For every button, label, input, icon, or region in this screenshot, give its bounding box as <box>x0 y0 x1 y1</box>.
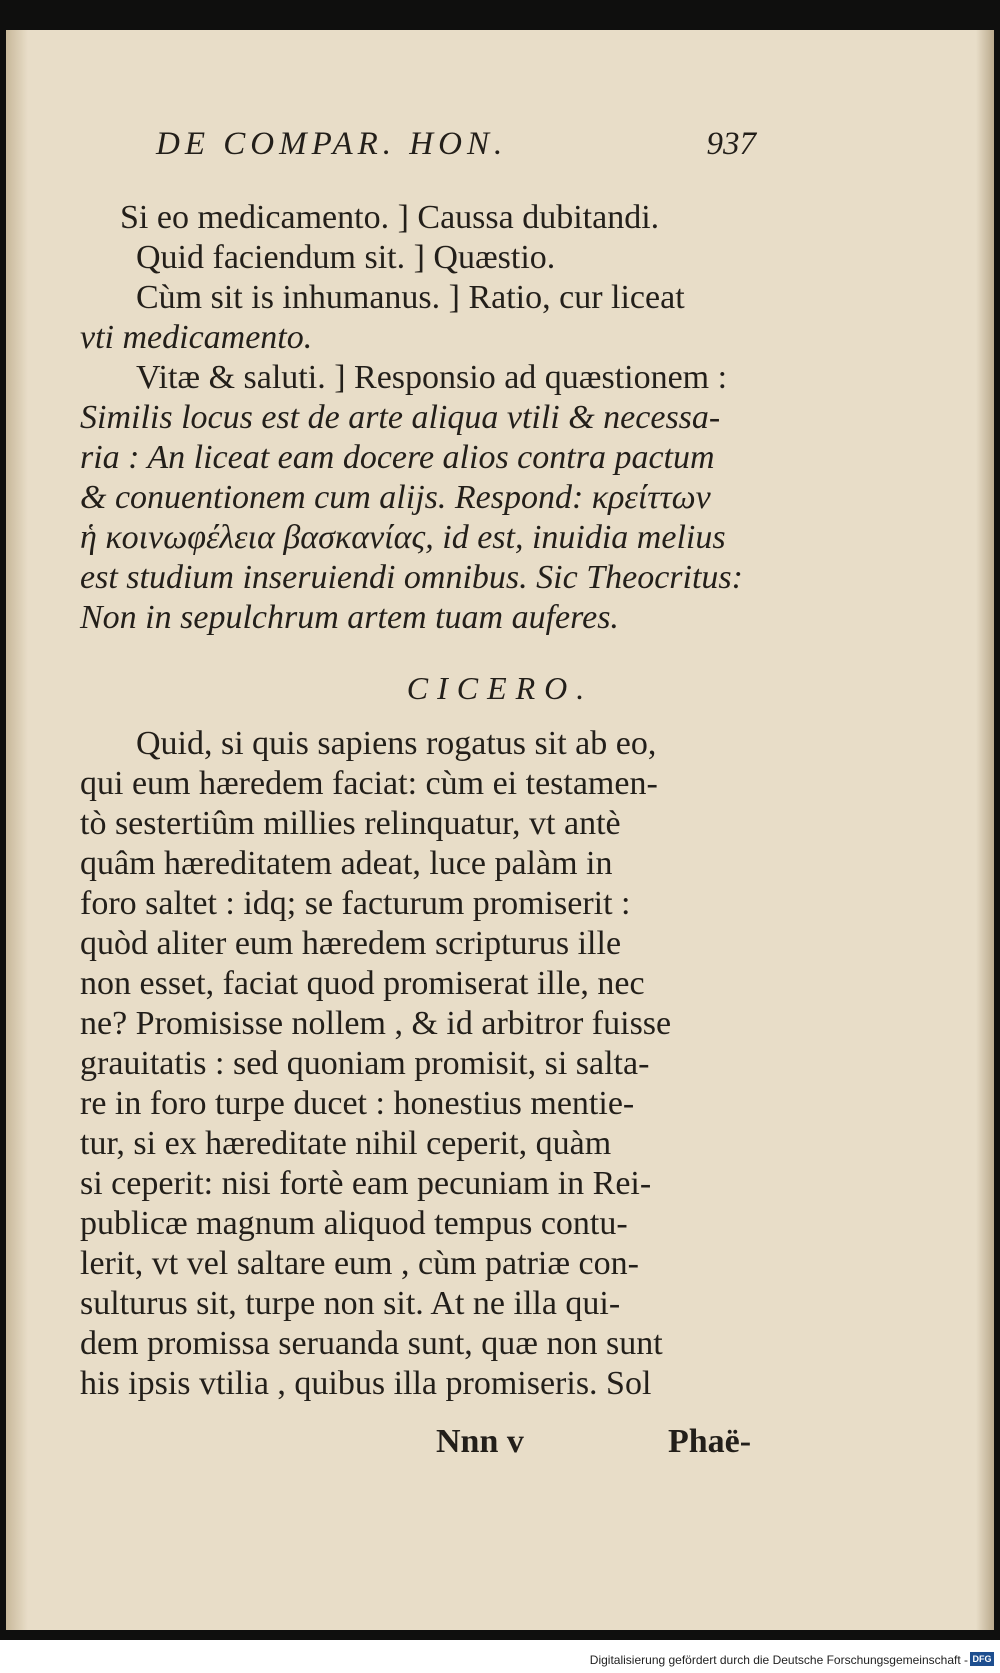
catchword: Phaë- <box>668 1423 752 1460</box>
notes-line: Si eo medicamento. ] Caussa dubitandi. <box>120 199 660 236</box>
funding-credit: Digitalisierung gefördert durch die Deutsche Forschungsgemeinschaft - <box>589 1653 968 1667</box>
body-line: non esset, faciat quod promiserat ille, nec <box>80 965 645 1002</box>
dfg-logo: DFG <box>970 1652 994 1666</box>
notes-line: vti medicamento. <box>80 319 313 356</box>
book-page <box>6 30 994 1630</box>
notes-line: Similis locus est de arte aliqua vtili & necessa- <box>80 399 721 436</box>
body-line: quòd aliter eum hæredem scripturus ille <box>80 925 622 962</box>
body-line: his ipsis vtilia , quibus illa promiseris. Sol <box>80 1365 652 1402</box>
page-shadow-left <box>6 30 28 1630</box>
notes-line: Quid faciendum sit. ] Quæstio. <box>136 239 556 276</box>
body-line: grauitatis : sed quoniam promisit, si salta- <box>80 1045 650 1082</box>
body-line: Quid, si quis sapiens rogatus sit ab eo, <box>136 725 657 762</box>
body-line: lerit, vt vel saltare eum , cùm patriæ con- <box>80 1245 639 1282</box>
body-line: sulturus sit, turpe non sit. At ne illa qui- <box>80 1285 621 1322</box>
notes-line: Cùm sit is inhumanus. ] Ratio, cur liceat <box>136 279 685 316</box>
body-line: publicæ magnum aliquod tempus contu- <box>80 1205 628 1242</box>
notes-line: est studium inseruiendi omnibus. Sic Theocritus: <box>80 559 743 596</box>
body-line: tur, si ex hæreditate nihil ceperit, quàm <box>80 1125 612 1162</box>
body-line: quâm hæreditatem adeat, luce palàm in <box>80 845 613 882</box>
body-line: ne? Promisisse nollem , & id arbitror fuisse <box>80 1005 672 1042</box>
body-line: qui eum hæredem faciat: cùm ei testamen- <box>80 765 658 802</box>
body-line: tò sestertiûm millies relinquatur, vt antè <box>80 805 621 842</box>
running-header <box>156 126 756 163</box>
section-heading: CICERO. <box>406 670 594 706</box>
notes-line: ria : An liceat eam docere alios contra pactum <box>80 439 715 476</box>
notes-line: Vitæ & saluti. ] Responsio ad quæstionem : <box>136 359 728 396</box>
notes-line: Non in sepulchrum artem tuam auferes. <box>80 599 619 636</box>
page-number: 937 <box>706 126 756 162</box>
notes-line: & conuentionem cum alijs. Respond: κρείττων <box>80 479 711 516</box>
body-line: si ceperit: nisi fortè eam pecuniam in Rei- <box>80 1165 652 1202</box>
body-line: dem promissa seruanda sunt, quæ non sunt <box>80 1325 663 1362</box>
body-line: re in foro turpe ducet : honestius mentie- <box>80 1085 635 1122</box>
running-title: DE COMPAR. HON. <box>156 126 508 162</box>
body-line: foro saltet : idq; se facturum promiserit : <box>80 885 631 922</box>
page-shadow-right <box>976 30 994 1630</box>
signature-mark: Nnn v <box>436 1423 524 1460</box>
notes-line: ἡ κοινωφέλεια βασκανίας, id est, inuidia melius <box>80 519 726 556</box>
